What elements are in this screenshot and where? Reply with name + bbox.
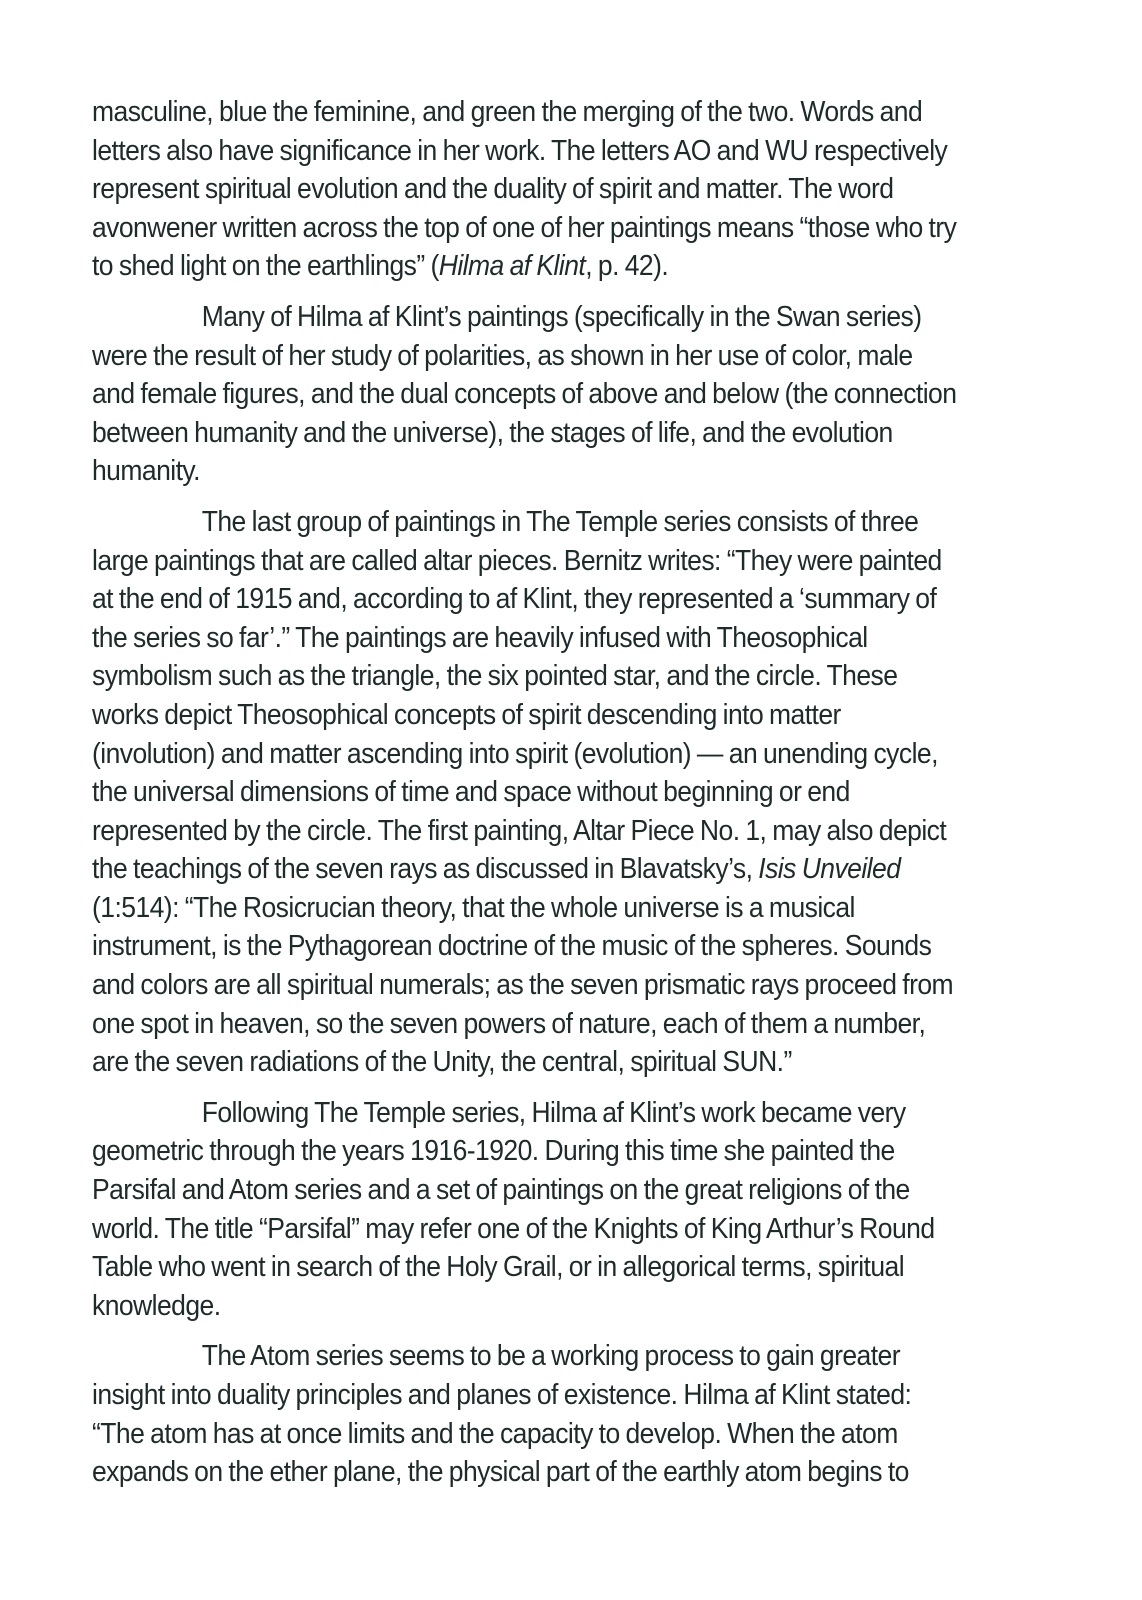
text-segment: Following The Temple series, Hilma af Klint’s work became very: [201, 1096, 906, 1129]
text-line: [92, 93, 1054, 132]
text-segment: knowledge.: [92, 1289, 221, 1322]
text-line: [92, 580, 1054, 619]
text-line: [92, 966, 1054, 1005]
text-segment: and female figures, and the dual concepts of above and below (the connection: [92, 378, 957, 411]
text-line: [92, 1287, 1054, 1326]
text-line: [92, 1415, 1054, 1454]
text-segment: works depict Theosophical concepts of spirit descending into matter: [92, 698, 841, 731]
text-segment: to shed light on the earthlings” (: [92, 250, 439, 283]
text-segment: at the end of 1915 and, according to af Klint, they represented a ‘summary of: [92, 583, 937, 616]
text-segment: Parsifal and Atom series and a set of paintings on the great religions of the: [92, 1174, 910, 1207]
text-line: [92, 298, 1054, 337]
text-segment: Table who went in search of the Holy Grail, or in allegorical terms, spiritual: [92, 1251, 905, 1284]
text-line: [92, 452, 1054, 491]
text-line: [92, 1376, 1054, 1415]
text-line: [92, 889, 1054, 928]
text-line: [92, 773, 1054, 812]
text-segment: represent spiritual evolution and the duality of spirit and matter. The word: [92, 173, 894, 206]
text-line: [92, 209, 1054, 248]
text-segment: The Atom series seems to be a working process to gain greater: [201, 1340, 900, 1373]
text-line: [92, 1132, 1054, 1171]
text-segment: were the result of her study of polarities, as shown in her use of color, male: [92, 339, 913, 372]
text-line: [92, 375, 1054, 414]
text-line: [92, 735, 1054, 774]
text-segment: symbolism such as the triangle, the six pointed star, and the circle. These: [92, 660, 898, 693]
text-line: [92, 247, 1054, 286]
text-segment: between humanity and the universe), the stages of life, and the evolution: [92, 416, 893, 449]
text-segment: Many of Hilma af Klint’s paintings (specifically in the Swan series): [201, 300, 922, 333]
text-line: [92, 1171, 1054, 1210]
document-page: [92, 93, 1054, 1504]
italic-title: Isis Unveiled: [758, 853, 901, 886]
text-segment: the series so far’.” The paintings are heavily infused with Theosophical: [92, 621, 868, 654]
text-segment: are the seven radiations of the Unity, the central, spiritual SUN.”: [92, 1046, 792, 1079]
text-line: [92, 132, 1054, 171]
text-line: [92, 414, 1054, 453]
text-line: [92, 927, 1054, 966]
text-segment: , p. 42).: [585, 250, 669, 283]
text-segment: insight into duality principles and planes of existence. Hilma af Klint stated:: [92, 1379, 912, 1411]
text-segment: the teachings of the seven rays as discussed in Blavatsky’s,: [92, 853, 759, 886]
paragraph: [92, 298, 1054, 491]
text-line: [92, 1453, 1054, 1492]
text-line: [92, 1094, 1054, 1133]
text-line: [92, 696, 1054, 735]
text-segment: “The atom has at once limits and the capacity to develop. When the atom: [92, 1417, 898, 1450]
text-segment: and colors are all spiritual numerals; as the seven prismatic rays proceed from: [92, 969, 954, 1002]
paragraph: [92, 503, 1054, 1082]
text-segment: The last group of paintings in The Temple series consists of three: [201, 505, 919, 538]
text-line: [92, 1005, 1054, 1044]
text-segment: expands on the ether plane, the physical part of the earthly atom begins to: [92, 1456, 909, 1489]
text-line: [92, 1248, 1054, 1287]
text-line: [92, 1337, 1054, 1376]
text-segment: instrument, is the Pythagorean doctrine of the music of the spheres. Sounds: [92, 930, 932, 963]
text-segment: masculine, blue the feminine, and green the merging of the two. Words and: [92, 96, 923, 128]
text-segment: avonwener written across the top of one of her paintings means “those who try: [92, 211, 957, 244]
text-segment: (1:514): “The Rosicrucian theory, that the whole universe is a musical: [92, 891, 855, 924]
text-segment: represented by the circle. The first painting, Altar Piece No. 1, may also depict: [92, 814, 947, 847]
text-line: [92, 850, 1054, 889]
text-segment: letters also have significance in her work. The letters AO and WU respectively: [92, 134, 948, 167]
text-line: [92, 1210, 1054, 1249]
text-segment: geometric through the years 1916-1920. During this time she painted the: [92, 1135, 895, 1168]
text-line: [92, 812, 1054, 851]
text-line: [92, 337, 1054, 376]
italic-title: Hilma af Klint: [438, 250, 586, 283]
paragraph: [92, 1094, 1054, 1326]
text-line: [92, 1043, 1054, 1082]
text-segment: (involution) and matter ascending into spirit (evolution) — an unending cycle,: [92, 737, 938, 770]
text-segment: world. The title “Parsifal” may refer one of the Knights of King Arthur’s Round: [92, 1212, 935, 1245]
text-segment: humanity.: [92, 455, 200, 488]
text-line: [92, 619, 1054, 658]
text-line: [92, 170, 1054, 209]
paragraph: [92, 93, 1054, 286]
text-line: [92, 503, 1054, 542]
paragraph: [92, 1337, 1054, 1491]
text-line: [92, 542, 1054, 581]
text-segment: the universal dimensions of time and space without beginning or end: [92, 776, 850, 809]
text-segment: large paintings that are called altar pieces. Bernitz writes: “They were painted: [92, 544, 942, 577]
text-line: [92, 657, 1054, 696]
text-segment: one spot in heaven, so the seven powers of nature, each of them a number,: [92, 1007, 926, 1040]
